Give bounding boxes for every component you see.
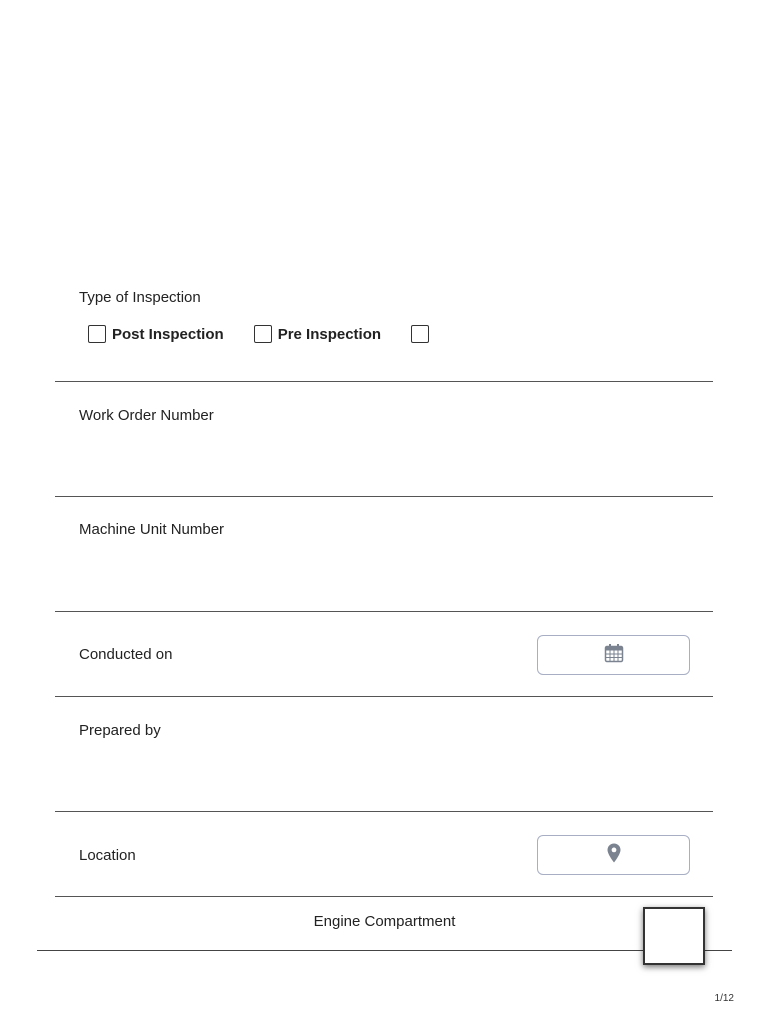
divider <box>55 496 713 497</box>
engine-compartment-title: Engine Compartment <box>313 913 456 930</box>
divider <box>55 381 713 382</box>
location-label: Location <box>79 847 136 864</box>
divider <box>55 611 713 612</box>
divider <box>55 696 713 697</box>
prepared-by-label: Prepared by <box>79 722 161 739</box>
calendar-icon <box>604 643 624 668</box>
conducted-on-label: Conducted on <box>79 646 173 663</box>
page-indicator: 1/12 <box>714 993 734 1004</box>
floating-action-square[interactable] <box>643 907 705 965</box>
section-underline <box>37 950 732 951</box>
option-post-inspection[interactable] <box>88 325 224 343</box>
location-picker-button[interactable] <box>537 835 690 875</box>
date-picker-button[interactable] <box>537 635 690 675</box>
engine-compartment-section <box>37 897 732 951</box>
map-pin-icon <box>607 843 621 868</box>
checkbox[interactable] <box>411 325 429 343</box>
machine-unit-number-label: Machine Unit Number <box>79 521 225 538</box>
option-blank[interactable] <box>411 325 435 343</box>
inspection-type-options <box>88 325 465 343</box>
option-label: Pre Inspection <box>277 325 382 343</box>
checkbox[interactable] <box>88 325 106 343</box>
divider <box>55 811 713 812</box>
work-order-number-label: Work Order Number <box>79 407 214 424</box>
option-pre-inspection[interactable] <box>254 325 381 343</box>
option-label: Post Inspection <box>112 325 224 343</box>
type-of-inspection-label: Type of Inspection <box>79 289 201 306</box>
checkbox[interactable] <box>254 325 272 343</box>
